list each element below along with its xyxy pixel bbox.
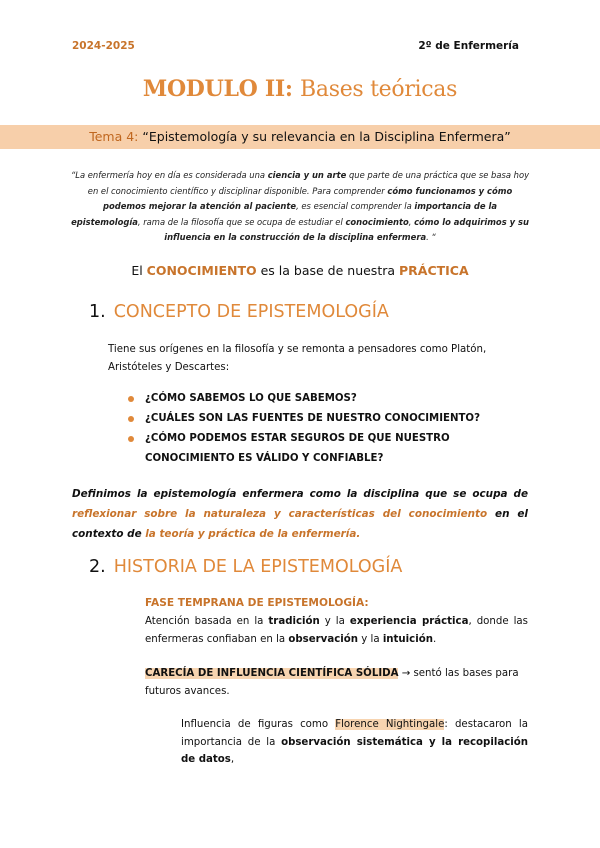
page-title: [0, 76, 600, 102]
attention-paragraph: [145, 613, 528, 648]
definition-highlight: la teoría y práctica de la enfermería.: [145, 528, 361, 540]
list-item: [128, 429, 528, 469]
list-item: [128, 389, 528, 409]
quote-text: , rama de la filosofía que se ocupa de estudiar el: [137, 216, 346, 227]
para-text: : destacaron la importancia de la: [181, 719, 528, 748]
para-emphasis: intuición: [382, 633, 433, 645]
para-emphasis: experiencia práctica: [349, 616, 469, 627]
section-1-heading: [89, 302, 389, 322]
quote-emphasis: importancia de la epistemología: [71, 201, 498, 227]
academic-year: 2024-2025: [72, 40, 135, 52]
list-item: [128, 409, 528, 429]
section-1-intro: Tiene sus orígenes en la filosofía y se remonta a pensadores como Platón, Aristóteles y Descartes:: [108, 344, 487, 373]
list-item-text: ¿CÓMO PODEMOS ESTAR SEGUROS DE QUE NUESTRO CONOCIMIENTO ES VÁLIDO Y CONFIABLE?: [145, 433, 450, 464]
para-text: y la: [319, 616, 350, 627]
section-title: CONCEPTO DE EPISTEMOLOGÍA: [113, 302, 389, 322]
topic-banner: [0, 125, 600, 149]
quote-emphasis: conocimiento: [345, 216, 409, 227]
section-2-heading: [89, 557, 402, 577]
quote-text: , es esencial comprender la: [296, 201, 415, 212]
para-text: Influencia de figuras como: [181, 719, 336, 730]
para-emphasis: tradición: [268, 616, 320, 627]
quote-text: . “: [426, 232, 436, 243]
list-item-text: ¿CÓMO SABEMOS LO QUE SABEMOS?: [145, 393, 357, 404]
quote-emphasis: cómo funcionamos y cómo podemos mejorar la atención al paciente: [102, 185, 513, 212]
para-text: , donde las enfermeras confiaban en la: [145, 616, 528, 645]
title-module: MODULO II:: [142, 76, 293, 102]
topic-label: Tema 4:: [89, 129, 139, 144]
definition-highlight: reflexionar sobre la naturaleza y características del conocimiento: [72, 508, 488, 520]
para-text: .: [432, 633, 437, 645]
quote-emphasis: cómo lo adquirimos y su influencia en la construcción de la disciplina enfermera: [164, 216, 529, 243]
tagline-text: El: [131, 263, 147, 278]
highlighted-phrase: CARECÍA DE INFLUENCIA CIENTÍFICA SÓLIDA: [145, 668, 399, 679]
lack-paragraph: [145, 665, 528, 700]
para-text: y la: [357, 633, 383, 645]
section-title: HISTORIA DE LA EPISTEMOLOGÍA: [113, 557, 403, 577]
section-number: 1.: [89, 302, 106, 322]
para-text: ,: [230, 754, 235, 765]
definition-text: en el contexto de: [72, 508, 528, 540]
tagline-text: es la base de nuestra: [256, 263, 399, 278]
title-subject: Bases teóricas: [300, 77, 458, 102]
question-list: [128, 389, 528, 469]
definition-paragraph: [72, 484, 528, 544]
section-number: 2.: [89, 557, 106, 577]
highlighted-name: Florence Nightingale: [335, 719, 445, 730]
topic-title: “Epistemología y su relevancia en la Disciplina Enfermera”: [142, 129, 511, 144]
intro-quote: [70, 168, 530, 246]
bullet-icon: [128, 416, 134, 422]
tagline-keyword: CONOCIMIENTO: [146, 263, 257, 278]
influence-paragraph: [181, 716, 528, 769]
quote-text: “La enfermería hoy en día es considerada una: [70, 170, 268, 180]
para-emphasis: observación sistemática y la recopilación de datos: [181, 736, 528, 765]
quote-text: ,: [408, 216, 415, 227]
definition-text: Definimos la epistemología enfermera como la disciplina que se ocupa de: [72, 488, 528, 500]
quote-text: que parte de una práctica que se basa hoy en el conocimiento científico y disciplinar disponible. Para comprender: [87, 170, 530, 196]
tagline: [0, 263, 600, 278]
course-label: 2º de Enfermería: [418, 40, 519, 52]
list-item-text: ¿CUÁLES SON LAS FUENTES DE NUESTRO CONOCIMIENTO?: [145, 413, 480, 424]
para-text: → sentó las bases para futuros avances.: [145, 668, 519, 697]
phase-title: FASE TEMPRANA DE EPISTEMOLOGÍA:: [145, 597, 369, 609]
quote-emphasis: ciencia y un arte: [267, 170, 347, 180]
para-text: Atención basada en la: [145, 616, 269, 627]
para-emphasis: observación: [288, 633, 358, 645]
bullet-icon: [128, 396, 134, 402]
bullet-icon: [128, 436, 134, 442]
tagline-keyword: PRÁCTICA: [399, 263, 469, 278]
